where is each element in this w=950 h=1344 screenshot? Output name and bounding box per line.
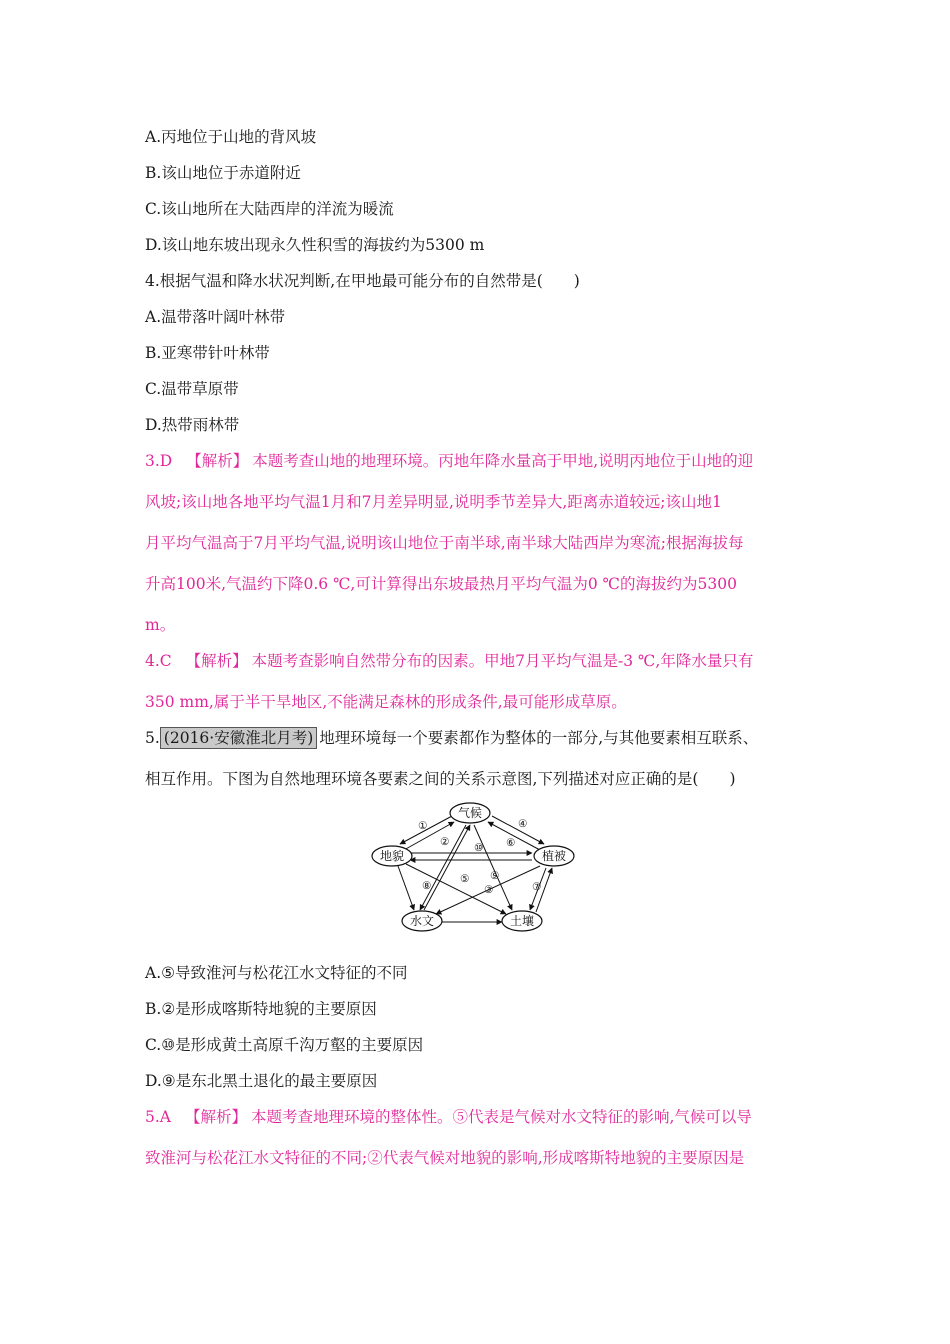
q3-option-b: B.该山地位于赤道附近 (145, 164, 301, 182)
node-landform-label: 地貌 (379, 849, 405, 863)
answer3-line-1 (145, 450, 810, 472)
answer4-tag: 【解析】 (185, 652, 248, 670)
arrow-label-5: ⑤ (460, 873, 470, 885)
q5-option-a: A.⑤导致淮河与松花江水文特征的不同 (145, 964, 408, 982)
q4-option-c: C.温带草原带 (145, 380, 239, 398)
arrow-label-2: ② (440, 836, 450, 848)
q5-source-badge: (2016·安徽淮北月考) (160, 727, 317, 749)
node-hydrology-label: 水文 (409, 914, 435, 928)
answer5-label: 5.A (145, 1108, 171, 1126)
answer4-label: 4.C (145, 652, 172, 670)
arrow-label-10: ⑩ (474, 842, 484, 854)
answer3-line-3: 月平均气温高于7月平均气温,说明该山地位于南半球,南半球大陆西岸为寒流;根据海拔每 (145, 534, 744, 552)
answer4-text-1: 本题考查影响自然带分布的因素。甲地7月平均气温是-3 ℃,年降水量只有 (251, 652, 754, 670)
q5-stem-line-1 (145, 727, 810, 749)
answer3-line-5: m。 (145, 616, 176, 634)
q3-option-d: D.该山地东坡出现永久性积雪的海拔约为5300 m (145, 236, 485, 254)
node-vegetation-label: 植被 (541, 849, 567, 863)
answer3-line-4: 升高100米,气温约下降0.6 ℃,可计算得出东坡最热月平均气温为0 ℃的海拔约为5300 (145, 575, 737, 593)
answer4-line-1 (145, 650, 810, 672)
answer3-line-2: 风坡;该山地各地平均气温1月和7月差异明显,说明季节差异大,距离赤道较远;该山地1 (145, 493, 722, 511)
q4-option-d: D.热带雨林带 (145, 416, 240, 434)
q5-option-c: C.⑩是形成黄土高原千沟万壑的主要原因 (145, 1036, 424, 1054)
arrow-label-7: ⑦ (532, 881, 542, 893)
q3-option-a: A.丙地位于山地的背风坡 (145, 128, 317, 146)
q4-option-b: B.亚寒带针叶林带 (145, 344, 270, 362)
arrow-label-8: ⑧ (422, 880, 432, 892)
answer5-text-1: 本题考查地理环境的整体性。⑤代表是气候对水文特征的影响,气候可以导 (251, 1108, 752, 1126)
q5-option-d: D.⑨是东北黑土退化的最主要原因 (145, 1072, 378, 1090)
geo-element-relationship-diagram (370, 800, 585, 935)
q3-option-c: C.该山地所在大陆西岸的洋流为暖流 (145, 200, 394, 218)
diagram-nodes (372, 803, 574, 931)
arrow-label-1: ① (418, 820, 428, 832)
node-soil-label: 土壤 (509, 914, 535, 928)
q5-number: 5. (145, 729, 160, 747)
q4-option-a: A.温带落叶阔叶林带 (145, 308, 286, 326)
q5-option-b: B.②是形成喀斯特地貌的主要原因 (145, 1000, 377, 1018)
q5-stem-text-1: 地理环境每一个要素都作为整体的一部分,与其他要素相互联系、 (319, 729, 759, 747)
answer3-label: 3.D (145, 452, 173, 470)
answer5-line-1 (145, 1106, 810, 1128)
answer3-text-1: 本题考查山地的地理环境。丙地年降水量高于甲地,说明丙地位于山地的迎 (252, 452, 754, 470)
arrow-label-4: ④ (518, 818, 528, 830)
q5-stem-line-2: 相互作用。下图为自然地理环境各要素之间的关系示意图,下列描述对应正确的是( ) (145, 770, 736, 788)
answer5-tag: 【解析】 (184, 1108, 247, 1126)
answer4-line-2: 350 mm,属于半干旱地区,不能满足森林的形成条件,最可能形成草原。 (145, 693, 627, 711)
answer3-tag: 【解析】 (186, 452, 249, 470)
arrow-label-3: ③ (484, 884, 494, 896)
arrow-label-9: ⑨ (490, 870, 500, 882)
answer5-line-2: 致淮河与松花江水文特征的不同;②代表气候对地貌的影响,形成喀斯特地貌的主要原因是 (145, 1149, 745, 1167)
q4-stem: 4.根据气温和降水状况判断,在甲地最可能分布的自然带是( ) (145, 272, 580, 290)
arrow-label-6: ⑥ (506, 837, 516, 849)
node-climate-label: 气候 (457, 806, 483, 820)
diagram-arrow-labels (418, 818, 542, 896)
